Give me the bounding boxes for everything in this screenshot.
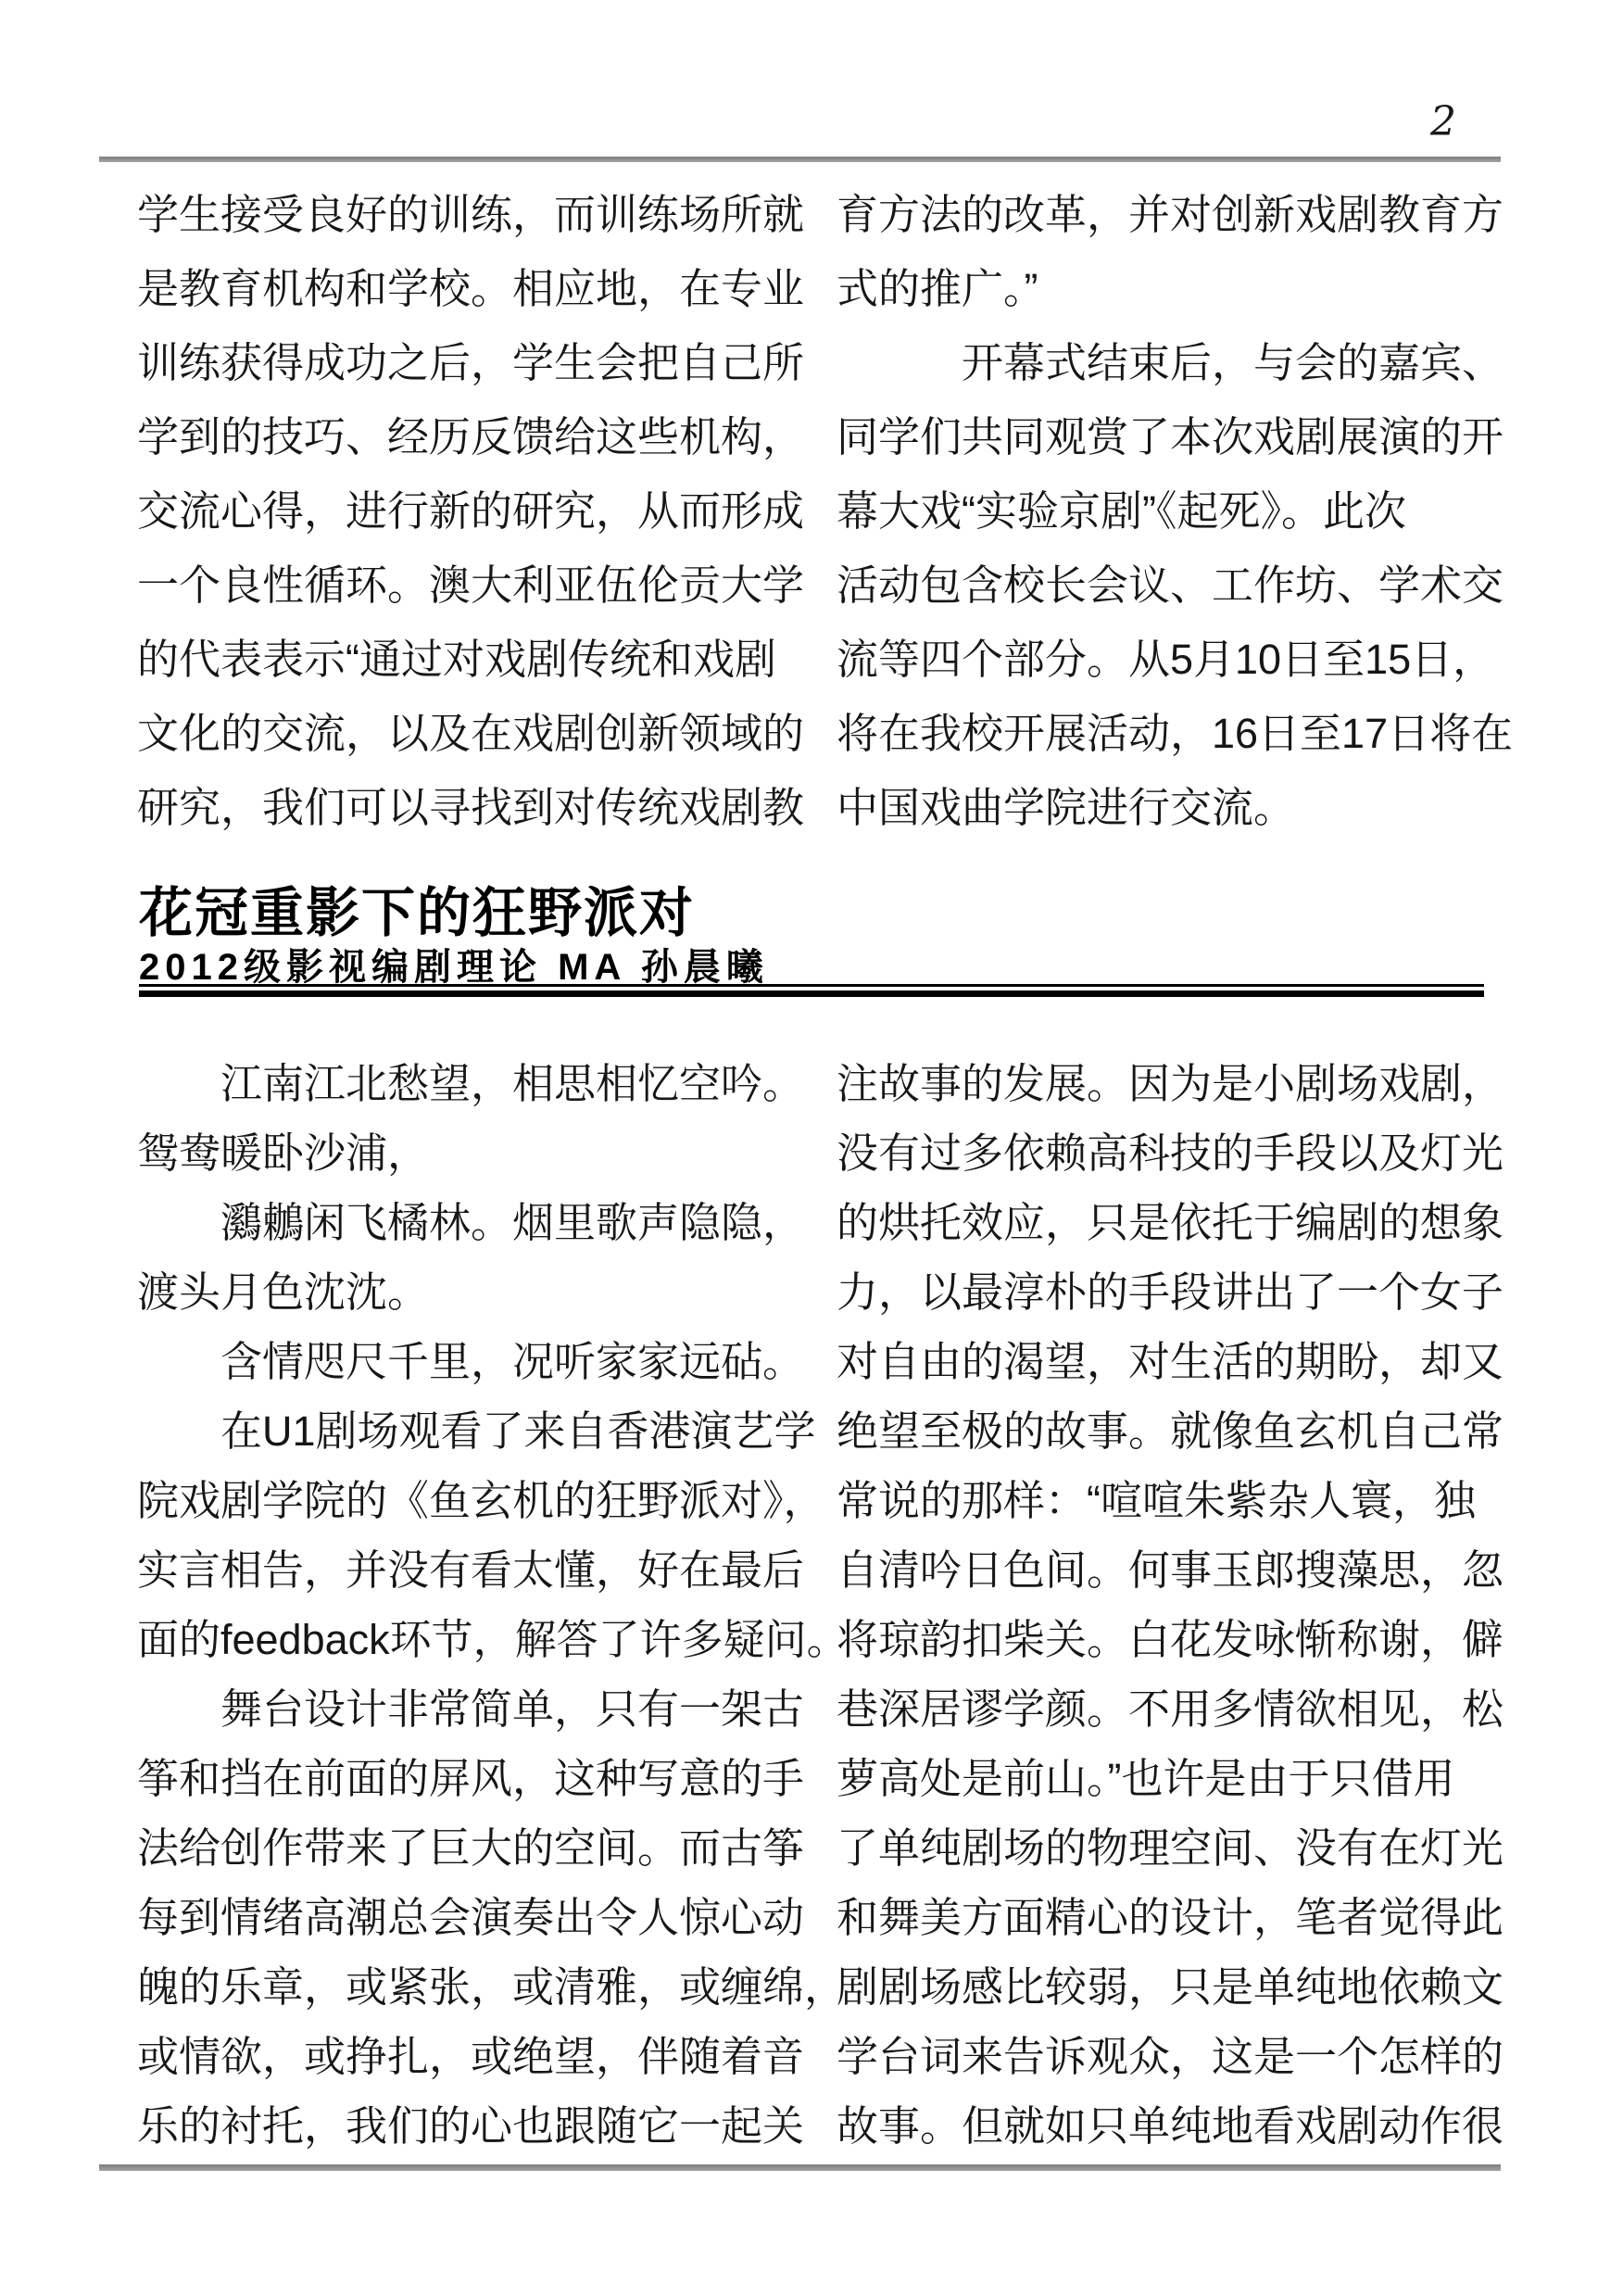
text-line: 剧剧场感比较弱，只是单纯地依赖文	[837, 1963, 1504, 2011]
text-line: 没有过多依赖高科技的手段以及灯光	[837, 1129, 1504, 1177]
text-line: 交流心得，进行新的研究，从而形成	[137, 487, 805, 535]
section-title: 花冠重影下的狂野派对	[139, 883, 696, 943]
text-line: 一个良性循环。澳大利亚伍伦贡大学	[137, 561, 805, 609]
text-line: 含情咫尺千里，况听家家远砧。	[137, 1338, 805, 1385]
text-line: 幕大戏“实验京剧”《起死》。此次	[837, 487, 1406, 535]
text-line: 将琼韵扣柴关。白花发咏惭称谢，僻	[837, 1616, 1504, 1663]
text-line: 对自由的渴望，对生活的期盼，却又	[837, 1338, 1504, 1385]
bottom-divider-rule	[99, 2164, 1501, 2171]
text-line: 和舞美方面精心的设计，笔者觉得此	[837, 1894, 1504, 1941]
article1-right-column	[837, 178, 1513, 845]
text-line: 学到的技巧、经历反馈给这些机构，	[137, 413, 805, 460]
text-line: 力，以最淳朴的手段讲出了一个女子	[837, 1268, 1504, 1316]
text-line: 故事。但就如只单纯地看戏剧动作很	[837, 2102, 1504, 2150]
text-line: 将在我校开展活动，16日至17日将在	[837, 710, 1514, 757]
text-line: 开幕式结束后，与会的嘉宾、	[837, 339, 1504, 386]
text-line: 流等四个部分。从5月10日至15日，	[837, 636, 1495, 683]
text-line: 或情欲，或挣扎，或绝望，伴随着音	[137, 2033, 805, 2080]
section-double-rule	[139, 984, 1484, 997]
text-line: 训练获得成功之后，学生会把自己所	[137, 339, 805, 386]
text-line: 舞台设计非常简单，只有一架古	[137, 1685, 805, 1733]
text-line: 注故事的发展。因为是小剧场戏剧，	[837, 1060, 1504, 1107]
top-divider-rule	[99, 157, 1501, 162]
article2-right-column	[837, 1049, 1513, 2161]
text-line: 是教育机构和学校。相应地，在专业	[137, 265, 805, 312]
text-line: 筝和挡在前面的屏风，这种写意的手	[137, 1755, 805, 1802]
text-line: 研究，我们可以寻找到对传统戏剧教	[137, 784, 805, 831]
text-line: 实言相告，并没有看太懂，好在最后	[137, 1546, 805, 1594]
section-byline: 2012级影视编剧理论 MA 孙晨曦	[139, 947, 769, 988]
text-line: 巷深居谬学颜。不用多情欲相见，松	[837, 1685, 1504, 1733]
text-line: 式的推广。”	[837, 265, 1038, 312]
text-line: 自清吟日色间。何事玉郎搜藻思，忽	[837, 1546, 1504, 1594]
text-line: 在U1剧场观看了来自香港演艺学	[137, 1407, 816, 1455]
text-line: 学台词来告诉观众，这是一个怎样的	[837, 2033, 1504, 2080]
text-line: 活动包含校长会议、工作坊、学术交	[837, 561, 1504, 609]
article2-left-column	[137, 1049, 849, 2161]
text-line: 鸳鸯暖卧沙浦，	[137, 1129, 430, 1177]
text-line: 乐的衬托，我们的心也跟随它一起关	[137, 2102, 805, 2150]
text-line: 绝望至极的故事。就像鱼玄机自己常	[837, 1407, 1504, 1455]
text-line: 的烘托效应，只是依托于编剧的想象	[837, 1199, 1504, 1246]
text-line: 鸂鶒闲飞橘林。烟里歌声隐隐，	[137, 1199, 805, 1246]
page-number: 2	[1430, 98, 1456, 145]
text-line: 文化的交流，以及在戏剧创新领域的	[137, 710, 805, 757]
text-line: 同学们共同观赏了本次戏剧展演的开	[837, 413, 1504, 460]
article1-left-column	[137, 178, 813, 845]
text-line: 魄的乐章，或紧张，或清雅，或缠绵，	[137, 1963, 847, 2011]
text-line: 萝高处是前山。”也许是由于只借用	[837, 1755, 1455, 1802]
text-line: 江南江北愁望，相思相忆空吟。	[137, 1060, 805, 1107]
text-line: 渡头月色沈沈。	[137, 1268, 430, 1316]
text-line: 常说的那样：“喧喧朱紫杂人寰，独	[837, 1477, 1476, 1524]
text-line: 院戏剧学院的《鱼玄机的狂野派对》，	[137, 1477, 825, 1524]
text-line: 了单纯剧场的物理空间、没有在灯光	[837, 1824, 1504, 1872]
text-line: 法给创作带来了巨大的空间。而古筝	[137, 1824, 805, 1872]
text-line: 学生接受良好的训练，而训练场所就	[137, 191, 805, 238]
text-line: 育方法的改革，并对创新戏剧教育方	[837, 191, 1504, 238]
text-line: 中国戏曲学院进行交流。	[837, 784, 1296, 831]
text-line: 面的feedback环节，解答了许多疑问。	[137, 1616, 849, 1663]
text-line: 的代表表示“通过对戏剧传统和戏剧	[137, 636, 776, 683]
text-line: 每到情绪高潮总会演奏出令人惊心动	[137, 1894, 805, 1941]
